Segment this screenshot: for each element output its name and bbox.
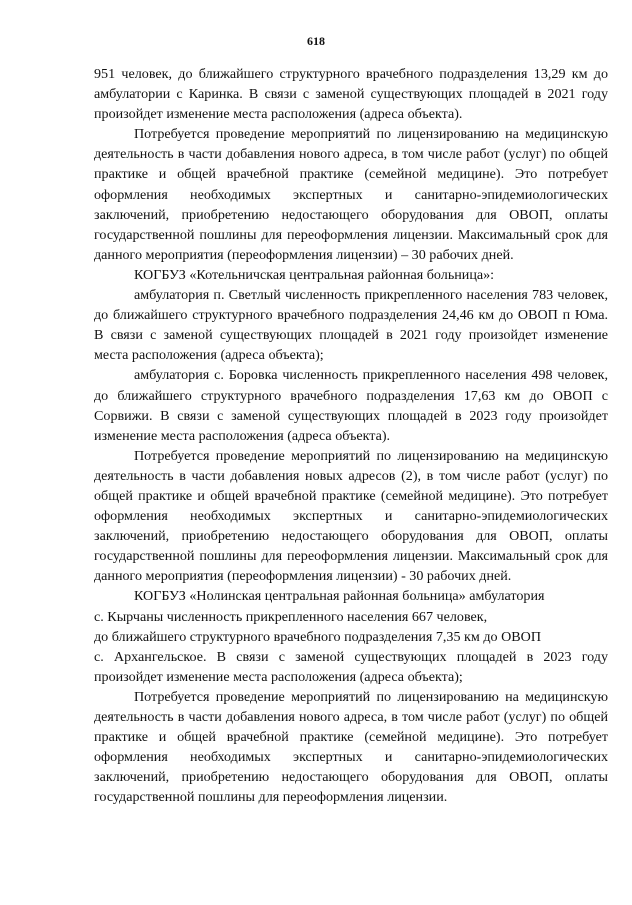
paragraph-kotelnich-hospital: КОГБУЗ «Котельничская центральная районная больница»: xyxy=(134,266,495,283)
paragraph-arkhangelskoe: с. Архангельское. В связи с заменой существующих площадей в 2023 году произойдет изменение места расположения (адреса объекта); xyxy=(94,648,608,685)
paragraph-borovka: амбулатория с. Боровка численность прикрепленного населения 498 человек, до ближайшего структурного врачебного подразделения 17,63 км до ОВОП с Сорвижи. В связи с заменой существующих площадей в 2023 году произойдет изменение места расположения (адреса объекта). xyxy=(94,367,608,444)
paragraph-licensing-1: Потребуется проведение мероприятий по лицензированию на медицинскую деятельность в части добавления нового адреса, в том числе работ (услуг) по общей практике и общей врачебной практике (семейной медицине). Это потребует оформления необходимых экспертных и санитарно-эпидемиологических заключений, приобретению недостающего оборудования для ОВОП, оплаты государственной пошлины для переоформления лицензии. Максимальный срок для данного мероприятия (переоформления лицензии) – 30 рабочих дней. xyxy=(94,126,608,263)
paragraph-licensing-2: Потребуется проведение мероприятий по лицензированию на медицинскую деятельность в части добавления новых адресов (2), в том числе работ (услуг) по общей практике и общей врачебной практике (семейной медицине). Это потребует оформления необходимых экспертных и санитарно-эпидемиологических заключений, приобретению недостающего оборудования для ОВОП, оплаты государственной пошлины для переоформления лицензии. Максимальный срок для данного мероприятия (переоформления лицензии) - 30 рабочих дней. xyxy=(94,447,608,585)
paragraph-kyrchany: с. Кырчаны численность прикрепленного населения 667 человек, xyxy=(94,608,488,625)
page-number: 618 xyxy=(307,34,325,48)
paragraph-distance: до ближайшего структурного врачебного подразделения 7,35 км до ОВОП xyxy=(94,628,542,645)
document-body xyxy=(94,64,608,807)
paragraph-karinka: 951 человек, до ближайшего структурного врачебного подразделения 13,29 км до амбулатории с Каринка. В связи с заменой существующих площадей в 2021 году произойдет изменение места расположения (адреса объекта). xyxy=(94,66,608,123)
paragraph-licensing-3: Потребуется проведение мероприятий по лицензированию на медицинскую деятельность в части добавления нового адреса, в том числе работ (услуг) по общей практике и общей врачебной практике (семейной медицине). Это потребует оформления необходимых экспертных и санитарно-эпидемиологических заключений, приобретению недостающего оборудования для ОВОП, оплаты государственной пошлины для переоформления лицензии. xyxy=(94,688,608,806)
paragraph-nolinsk-hospital: КОГБУЗ «Нолинская центральная районная больница» амбулатория xyxy=(134,588,545,605)
paragraph-svetly: амбулатория п. Светлый численность прикрепленного населения 783 человек, до ближайшего структурного врачебного подразделения 24,46 км до ОВОП п Юма. В связи с заменой существующих площадей в 2021 году произойдет изменение места расположения (адреса объекта); xyxy=(94,287,608,364)
